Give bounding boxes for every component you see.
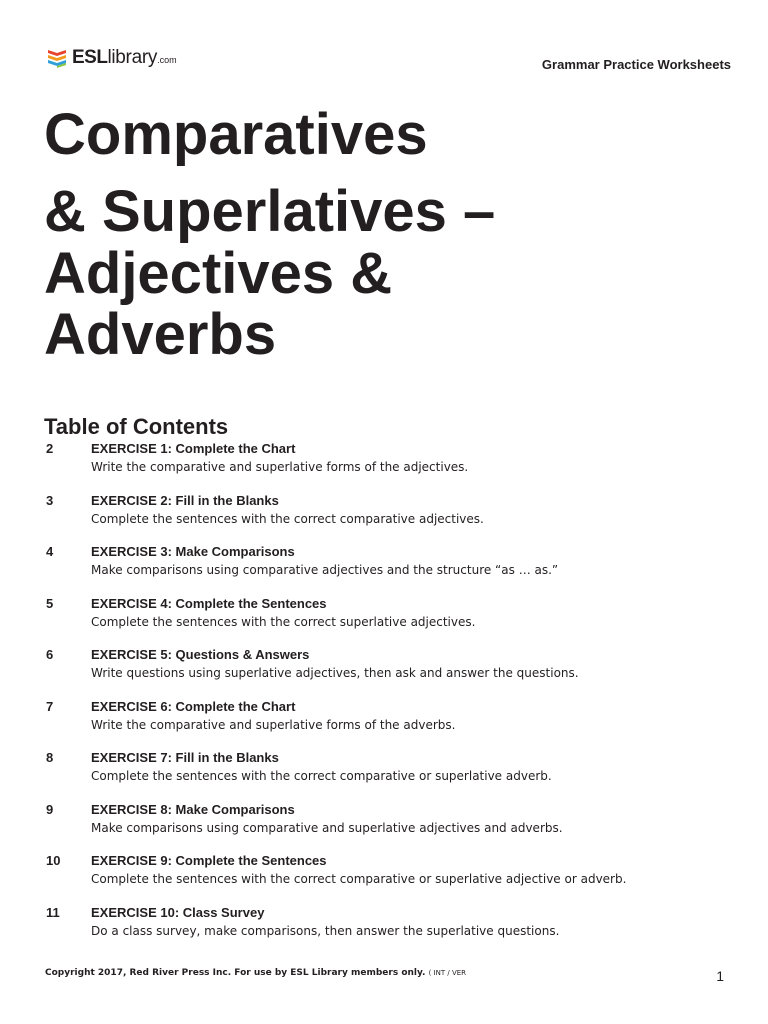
toc-page-number: 9: [46, 801, 54, 817]
toc-page-number: 6: [46, 647, 54, 662]
toc-item-title: EXERCISE 5: Questions & Answers: [91, 647, 310, 662]
toc-page-number: 8: [46, 750, 54, 765]
toc-page-number: 5: [46, 595, 54, 611]
toc-page-number: 10: [46, 853, 61, 868]
toc-item-title: EXERCISE 9: Complete the Sentences: [91, 853, 327, 868]
toc-item-description: Complete the sentences with the correct superlative adjectives.: [91, 614, 476, 629]
toc-item-description: Complete the sentences with the correct comparative or superlative adjective or adverb.: [91, 872, 627, 886]
toc-page-number: 2: [46, 441, 54, 456]
title-line-3: Adjectives &: [44, 241, 393, 306]
toc-item[interactable]: [46, 492, 736, 544]
toc-item-title: EXERCISE 1: Complete the Chart: [91, 441, 296, 456]
toc-item-title: EXERCISE 4: Complete the Sentences: [91, 595, 327, 611]
title-line-1: Comparatives: [44, 102, 428, 167]
toc-item[interactable]: [46, 698, 736, 750]
toc-item-description: Make comparisons using comparative and superlative adjectives and adverbs.: [91, 820, 563, 835]
toc-item-description: Make comparisons using comparative adjectives and the structure “as … as.”: [91, 563, 559, 577]
toc-item-title: EXERCISE 8: Make Comparisons: [91, 801, 295, 817]
toc-item[interactable]: [46, 801, 736, 853]
toc-item[interactable]: [46, 543, 736, 595]
title-line-4: Adverbs: [44, 302, 277, 367]
toc-item-description: Do a class survey, make comparisons, then answer the superlative questions.: [91, 923, 560, 938]
toc-item-description: Write questions using superlative adjectives, then ask and answer the questions.: [91, 666, 579, 680]
esl-library-logo: [46, 46, 177, 70]
toc-item[interactable]: [46, 440, 736, 492]
page-number: 1: [716, 968, 724, 984]
toc-page-number: 11: [46, 904, 60, 920]
toc-item-title: EXERCISE 7: Fill in the Blanks: [91, 750, 279, 765]
toc-item[interactable]: [46, 904, 736, 956]
toc-item[interactable]: [46, 852, 736, 904]
level-tag: ( INT / VER: [428, 969, 467, 977]
copyright-text: Copyright 2017, Red River Press Inc. For use by ESL Library members only.: [45, 968, 426, 978]
logo-text-bold: ESL: [72, 47, 108, 68]
logo-text-regular: library: [107, 47, 158, 68]
toc-item-title: EXERCISE 3: Make Comparisons: [91, 544, 295, 559]
toc-item[interactable]: [46, 646, 736, 698]
toc-item-description: Complete the sentences with the correct comparative or superlative adverb.: [91, 769, 552, 783]
toc-item-description: Write the comparative and superlative forms of the adjectives.: [91, 460, 469, 474]
title-line-2: & Superlatives –: [44, 179, 496, 244]
toc-heading: Table of Contents: [44, 414, 229, 440]
toc-item-title: EXERCISE 10: Class Survey: [91, 904, 265, 920]
toc-item[interactable]: [46, 595, 736, 647]
toc-item-description: Write the comparative and superlative forms of the adverbs.: [91, 717, 456, 732]
book-stack-icon: [46, 47, 68, 69]
toc-item-description: Complete the sentences with the correct comparative adjectives.: [91, 511, 484, 526]
toc-item-title: EXERCISE 2: Fill in the Blanks: [91, 492, 279, 508]
logo-text: [72, 47, 177, 69]
logo-text-suffix: .com: [157, 55, 177, 65]
toc-page-number: 4: [46, 544, 54, 559]
toc-page-number: 3: [46, 492, 54, 508]
table-of-contents: [46, 440, 736, 955]
toc-page-number: 7: [46, 698, 54, 714]
copyright-footer: [45, 968, 466, 978]
toc-item-title: EXERCISE 6: Complete the Chart: [91, 698, 296, 714]
series-title: Grammar Practice Worksheets: [541, 57, 731, 72]
toc-item[interactable]: [46, 749, 736, 801]
